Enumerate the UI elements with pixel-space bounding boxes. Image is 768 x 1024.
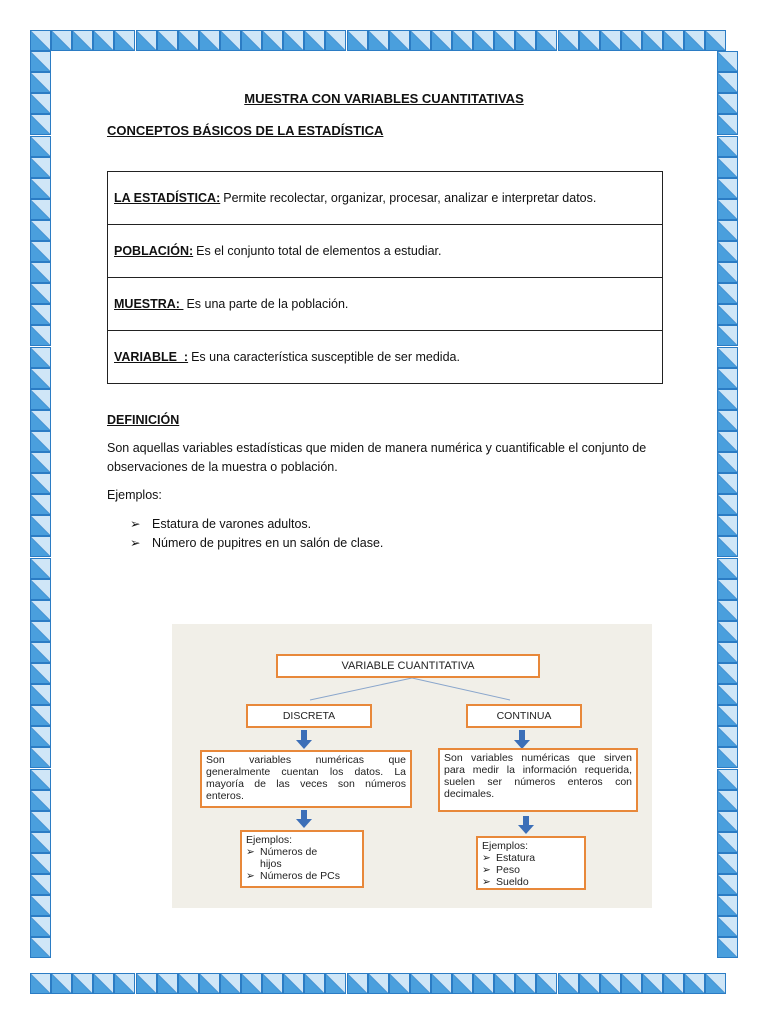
border-tile: [30, 916, 51, 937]
border-tile: [717, 663, 738, 684]
border-tile: [30, 726, 51, 747]
definition-row: [108, 225, 662, 278]
root-box: VARIABLE CUANTITATIVA: [276, 654, 540, 678]
border-tile: [347, 973, 368, 994]
border-tile: [114, 973, 135, 994]
border-tile: [642, 30, 663, 51]
definition-row: [108, 331, 662, 383]
border-tile: [705, 30, 726, 51]
border-tile: [717, 558, 738, 579]
section-subtitle: CONCEPTOS BÁSICOS DE LA ESTADÍSTICA: [107, 123, 384, 138]
border-tile: [717, 621, 738, 642]
example-text: Números de PCs: [260, 870, 340, 882]
definition-text: Es el conjunto total de elementos a estudiar.: [196, 244, 442, 258]
border-tile: [431, 30, 452, 51]
border-tile: [368, 30, 389, 51]
border-tile: [717, 262, 738, 283]
border-tile: [30, 853, 51, 874]
border-tile: [717, 684, 738, 705]
border-tile: [473, 973, 494, 994]
border-tile: [717, 410, 738, 431]
border-tile: [717, 199, 738, 220]
border-tile: [684, 973, 705, 994]
border-tile: [558, 30, 579, 51]
bullet-arrow-icon: ➢: [482, 876, 491, 888]
border-tile: [30, 114, 51, 135]
border-tile: [389, 30, 410, 51]
border-tile: [157, 30, 178, 51]
border-tile: [579, 30, 600, 51]
border-tile: [178, 973, 199, 994]
bullet-arrow-icon: ➢: [482, 864, 491, 876]
border-tile: [136, 30, 157, 51]
border-tile: [642, 973, 663, 994]
border-tile: [30, 199, 51, 220]
border-tile: [717, 937, 738, 958]
border-tile: [30, 769, 51, 790]
border-tile: [30, 51, 51, 72]
border-tile: [262, 973, 283, 994]
border-tile: [30, 558, 51, 579]
border-tile: [30, 241, 51, 262]
definition-heading: DEFINICIÓN: [107, 413, 180, 427]
border-tile: [410, 30, 431, 51]
continua-box: CONTINUA: [466, 704, 582, 728]
border-tile: [30, 621, 51, 642]
border-tile: [717, 431, 738, 452]
border-tile: [30, 410, 51, 431]
definition-paragraph: Son aquellas variables estadísticas que miden de manera numérica y cuantificable el conjunto de observaciones de la muestra o población.: [107, 441, 647, 474]
border-tile: [51, 973, 72, 994]
border-tile: [717, 157, 738, 178]
border-tile: [717, 536, 738, 557]
example-text: Estatura de varones adultos.: [152, 517, 312, 531]
border-tile: [717, 283, 738, 304]
border-tile: [663, 30, 684, 51]
border-tile: [684, 30, 705, 51]
border-tile: [72, 973, 93, 994]
list-item: [482, 864, 580, 876]
border-tile: [30, 178, 51, 199]
border-tile: [114, 30, 135, 51]
examples-list: [130, 515, 383, 553]
border-tile: [717, 51, 738, 72]
definition-term: MUESTRA:: [114, 297, 184, 311]
border-tile: [494, 30, 515, 51]
border-tile: [717, 368, 738, 389]
discreta-description: Son variables numéricas que generalmente cuentan los datos. La mayoría de las veces son números enteros.: [200, 750, 412, 808]
bullet-arrow-icon: ➢: [130, 536, 141, 550]
examples-label: Ejemplos:: [482, 840, 529, 852]
border-tile: [30, 431, 51, 452]
border-tile: [347, 30, 368, 51]
border-tile: [452, 30, 473, 51]
border-tile: [717, 178, 738, 199]
border-tile: [283, 973, 304, 994]
border-tile: [717, 473, 738, 494]
border-tile: [30, 262, 51, 283]
discreta-examples-box: [240, 830, 364, 888]
example-text: Peso: [496, 864, 520, 876]
border-tile: [717, 642, 738, 663]
border-tile: [30, 536, 51, 557]
definitions-table: [107, 171, 663, 384]
border-tile: [241, 30, 262, 51]
border-tile: [199, 30, 220, 51]
border-tile: [536, 30, 557, 51]
border-tile: [717, 515, 738, 536]
border-tile: [717, 494, 738, 515]
border-tile: [325, 973, 346, 994]
example-text: Estatura: [496, 852, 536, 864]
example-text: Sueldo: [496, 876, 529, 888]
border-tile: [536, 973, 557, 994]
bullet-arrow-icon: ➢: [246, 870, 255, 882]
border-tile: [30, 473, 51, 494]
border-tile: [600, 30, 621, 51]
border-tile: [717, 579, 738, 600]
border-tile: [621, 973, 642, 994]
border-tile: [30, 663, 51, 684]
border-tile: [304, 973, 325, 994]
list-item: [482, 876, 580, 888]
border-tile: [717, 916, 738, 937]
border-tile: [325, 30, 346, 51]
border-tile: [717, 114, 738, 135]
page-title: MUESTRA CON VARIABLES CUANTITATIVAS: [244, 91, 524, 106]
border-tile: [30, 452, 51, 473]
definition-term: POBLACIÓN:: [114, 244, 194, 258]
list-item: [130, 515, 383, 534]
border-tile: [717, 705, 738, 726]
border-tile: [30, 283, 51, 304]
border-tile: [579, 973, 600, 994]
border-tile: [30, 705, 51, 726]
border-tile: [558, 973, 579, 994]
examples-label: Ejemplos:: [246, 834, 293, 846]
bullet-arrow-icon: ➢: [130, 517, 141, 531]
border-tile: [262, 30, 283, 51]
border-tile: [220, 973, 241, 994]
border-tile: [717, 853, 738, 874]
connector-line-left: [310, 678, 412, 700]
border-tile: [705, 973, 726, 994]
border-tile: [717, 347, 738, 368]
border-tile: [600, 973, 621, 994]
border-tile: [717, 811, 738, 832]
continua-examples-box: [476, 836, 586, 890]
border-tile: [717, 832, 738, 853]
border-tile: [717, 241, 738, 262]
list-item: [482, 852, 580, 864]
border-tile: [452, 973, 473, 994]
border-tile: [30, 389, 51, 410]
border-tile: [717, 874, 738, 895]
border-tile: [93, 973, 114, 994]
border-tile: [30, 811, 51, 832]
border-tile: [283, 30, 304, 51]
border-tile: [30, 494, 51, 515]
border-tile: [220, 30, 241, 51]
border-tile: [473, 30, 494, 51]
border-tile: [30, 642, 51, 663]
border-tile: [30, 515, 51, 536]
definition-term: LA ESTADÍSTICA:: [114, 191, 221, 205]
border-tile: [515, 30, 536, 51]
border-tile: [178, 30, 199, 51]
border-tile: [30, 600, 51, 621]
border-tile: [199, 973, 220, 994]
border-tile: [93, 30, 114, 51]
variable-types-diagram: [172, 624, 652, 908]
border-tile: [717, 452, 738, 473]
discreta-box: DISCRETA: [246, 704, 372, 728]
border-tile: [30, 136, 51, 157]
border-tile: [515, 973, 536, 994]
border-tile: [30, 304, 51, 325]
definition-row: [108, 278, 662, 331]
border-tile: [663, 973, 684, 994]
definition-text: Es una parte de la población.: [186, 297, 349, 311]
border-tile: [136, 973, 157, 994]
border-tile: [30, 325, 51, 346]
bullet-arrow-icon: ➢: [482, 852, 491, 864]
bullet-arrow-icon: ➢: [246, 846, 255, 858]
border-tile: [431, 973, 452, 994]
definition-text: Permite recolectar, organizar, procesar, analizar e interpretar datos.: [223, 191, 597, 205]
border-tile: [30, 895, 51, 916]
example-text: Número de pupitres en un salón de clase.: [152, 536, 384, 550]
border-tile: [494, 973, 515, 994]
continua-description: Son variables numéricas que sirven para medir la información requerida, suelen ser números enteros con decimales.: [438, 748, 638, 812]
border-tile: [717, 769, 738, 790]
border-tile: [30, 684, 51, 705]
border-tile: [72, 30, 93, 51]
border-tile: [717, 136, 738, 157]
border-tile: [717, 389, 738, 410]
definition-row: [108, 172, 662, 225]
border-tile: [717, 747, 738, 768]
border-tile: [717, 790, 738, 811]
border-tile: [30, 874, 51, 895]
border-tile: [389, 973, 410, 994]
border-tile: [30, 368, 51, 389]
border-tile: [30, 347, 51, 368]
border-tile: [241, 973, 262, 994]
border-tile: [717, 726, 738, 747]
border-tile: [621, 30, 642, 51]
border-tile: [304, 30, 325, 51]
border-tile: [30, 747, 51, 768]
border-tile: [410, 973, 431, 994]
border-tile: [30, 790, 51, 811]
border-tile: [717, 895, 738, 916]
border-tile: [368, 973, 389, 994]
example-text: Números de hijos: [260, 846, 318, 870]
border-tile: [30, 579, 51, 600]
border-tile: [717, 220, 738, 241]
definition-term: VARIABLE :: [114, 350, 189, 364]
border-tile: [717, 600, 738, 621]
border-tile: [30, 937, 51, 958]
list-item: [130, 534, 383, 553]
list-item: [246, 846, 358, 870]
border-tile: [30, 157, 51, 178]
border-tile: [157, 973, 178, 994]
border-tile: [30, 30, 51, 51]
definition-text: Es una característica susceptible de ser medida.: [191, 350, 460, 364]
border-tile: [717, 304, 738, 325]
border-tile: [717, 325, 738, 346]
border-tile: [30, 973, 51, 994]
border-tile: [51, 30, 72, 51]
border-tile: [30, 832, 51, 853]
list-item: [246, 870, 358, 882]
border-tile: [30, 220, 51, 241]
connector-line-right: [412, 678, 510, 700]
examples-label: Ejemplos:: [107, 488, 162, 502]
